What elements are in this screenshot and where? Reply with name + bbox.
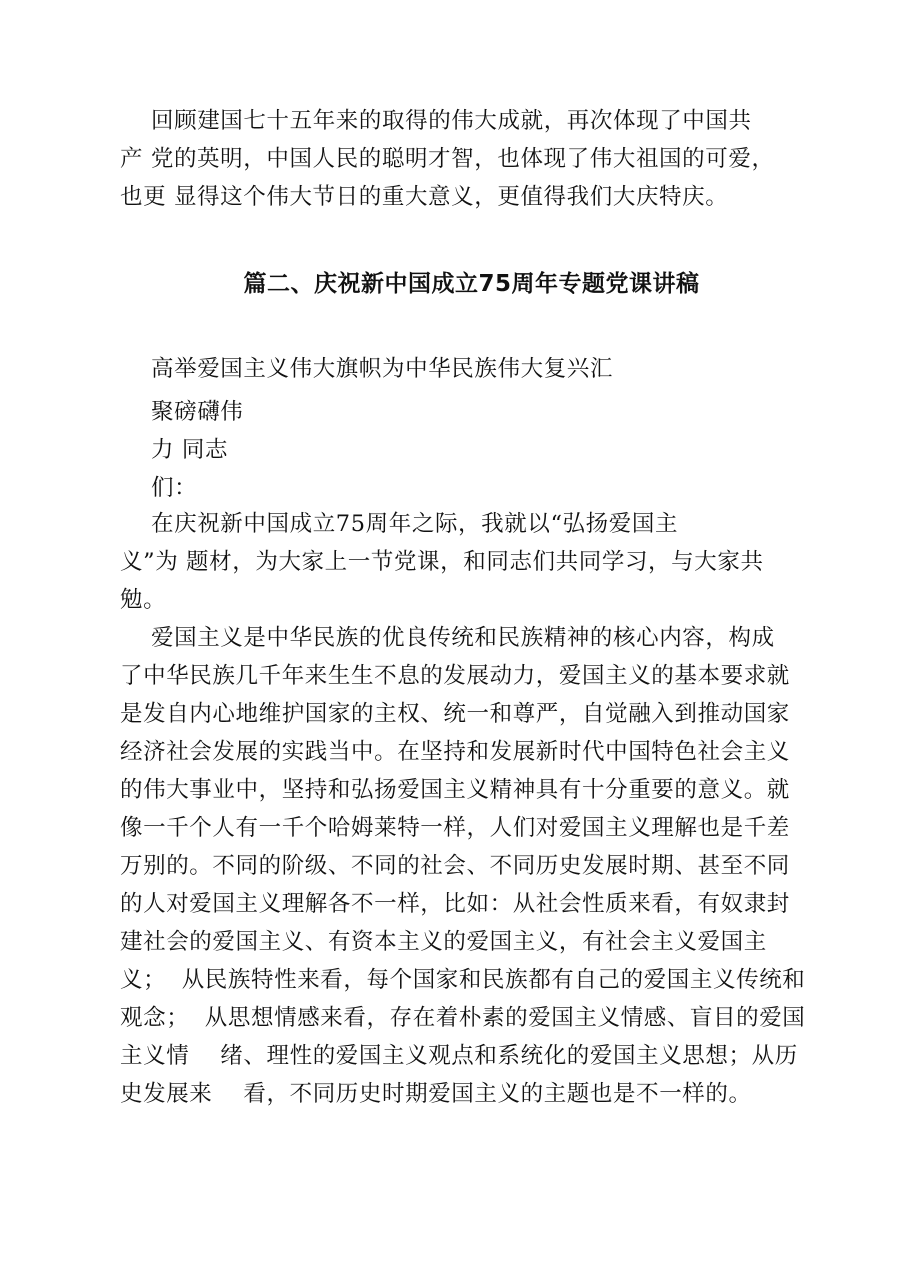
paragraph-line: 回顾建国七十五年来的取得的伟大成就，再次体现了中国共: [120, 108, 752, 134]
paragraph-line: 的伟大事业中，坚持和弘扬爱国主义精神具有十分重要的意义。就: [120, 777, 790, 803]
paragraph-line: 是发自内心地维护国家的主权、统一和尊严，自觉融入到推动国家: [120, 701, 790, 727]
paragraph-line: 义”为 题材，为大家上一节党课，和同志们共同学习，与大家共: [120, 549, 764, 575]
paragraph-line: 像一千个人有一千个哈姆莱特一样，人们对爱国主义理解也是千差: [120, 815, 790, 841]
paragraph-line: 经济社会发展的实践当中。在坚持和发展新时代中国特色社会主义: [120, 739, 790, 765]
heading-line: 聚磅礴伟: [120, 399, 244, 425]
paragraph-line: 的人对爱国主义理解各不一样，比如：从社会性质来看，有奴隶封: [120, 891, 790, 917]
paragraph-line: 在庆祝新中国成立75周年之际，我就以“弘扬爱国主: [120, 511, 679, 537]
heading-line: 们：: [120, 475, 198, 501]
paragraph-line: 观念； 从思想情感来看，存在着朴素的爱国主义情感、盲目的爱国: [120, 1005, 806, 1031]
paragraph-line: 建社会的爱国主义、有资本主义的爱国主义，有社会主义爱国主: [120, 929, 767, 955]
paragraph-line: 了中华民族几千年来生生不息的发展动力，爱国主义的基本要求就: [120, 663, 790, 689]
section-title: 篇二、庆祝新中国成立75周年专题党课讲稿: [243, 271, 700, 297]
heading-line: 高举爱国主义伟大旗帜为中华民族伟大复兴汇: [120, 356, 614, 382]
paragraph-line: 勉。: [120, 587, 167, 613]
paragraph-line: 史发展来 看，不同历史时期爱国主义的主题也是不一样的。: [120, 1081, 752, 1107]
paragraph-line: 万别的。不同的阶级、不同的社会、不同历史发展时期、甚至不同: [120, 853, 790, 879]
paragraph-line: 产 党的英明，中国人民的聪明才智，也体现了伟大祖国的可爱，: [120, 146, 775, 172]
paragraph-line: 也更 显得这个伟大节日的重大意义，更值得我们大庆特庆。: [120, 184, 729, 210]
heading-line: 力 同志: [120, 437, 229, 463]
paragraph-line: 爱国主义是中华民族的优良传统和民族精神的核心内容，构成: [120, 625, 775, 651]
paragraph-line: 义； 从民族特性来看，每个国家和民族都有自己的爱国主义传统和: [120, 967, 806, 993]
paragraph-line: 主义情 绪、理性的爱国主义观点和系统化的爱国主义思想；从历: [120, 1043, 798, 1069]
